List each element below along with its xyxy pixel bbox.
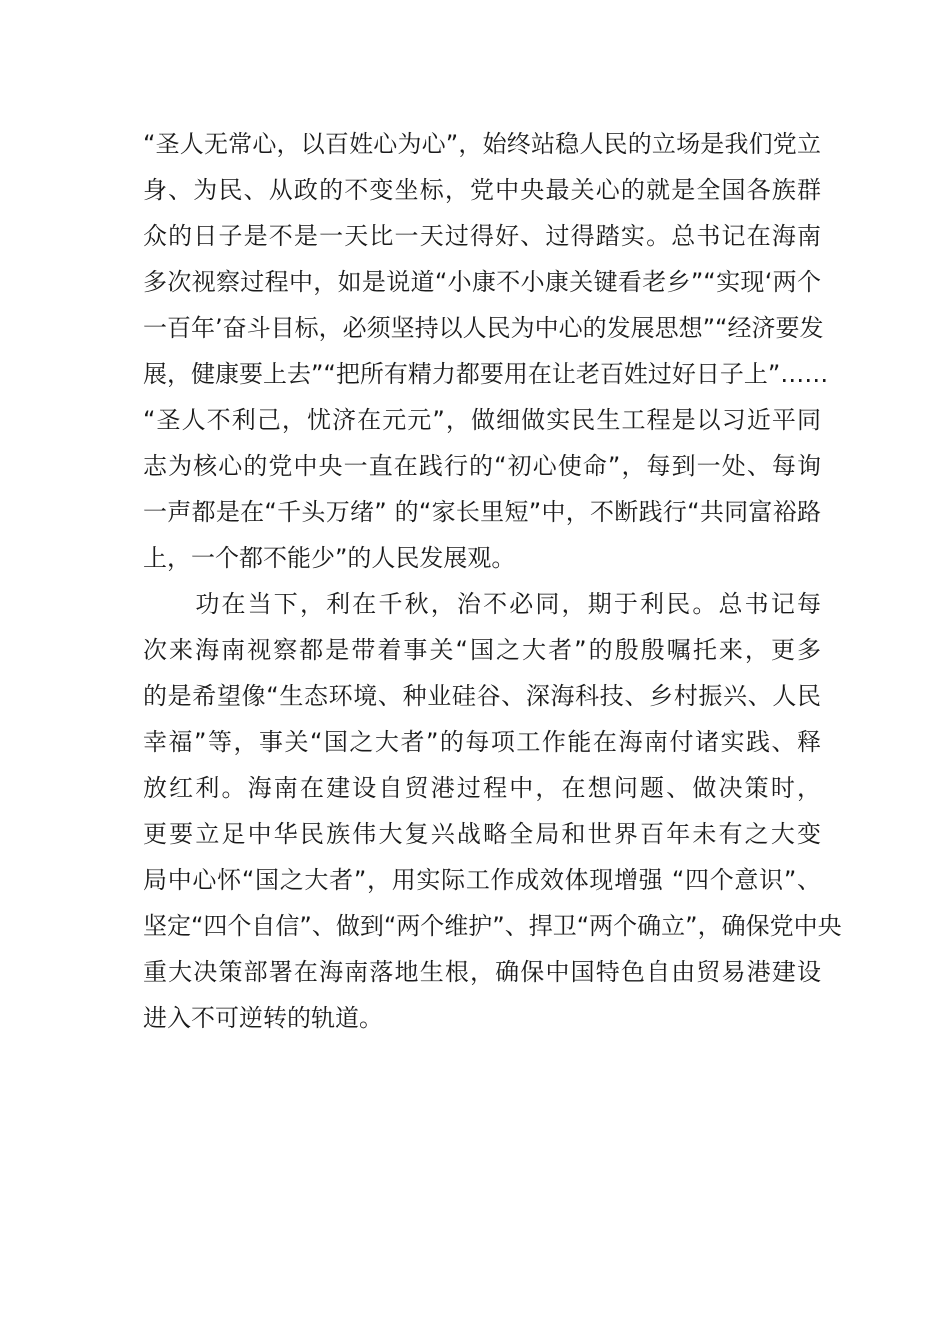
text-line: 上，一个都不能少”的人民发展观。	[143, 544, 516, 572]
text-line: 局中心怀“国之大者”，用实际工作成效体现增强 “四个意识”、	[143, 866, 821, 894]
text-line: 展，健康要上去”“把所有精力都要用在让老百姓过好日子上”……	[143, 360, 829, 388]
text-line: 幸福”等，事关“国之大者”的每项工作能在海南付诸实践、释	[143, 728, 821, 756]
text-line: 一声都是在“千头万绪” 的“家长里短”中，不断践行“共同富裕路	[143, 498, 821, 526]
text-line: 身、为民、从政的不变坐标，党中央最关心的就是全国各族群	[143, 176, 821, 204]
text-line: 功在当下，利在千秋，治不必同，期于利民。总书记每	[143, 590, 821, 618]
text-line: 一百年’奋斗目标，必须坚持以人民为中心的发展思想”“经济要发	[143, 314, 824, 342]
text-line: 的是希望像“生态环境、种业硅谷、深海科技、乡村振兴、人民	[143, 682, 821, 710]
text-line: 多次视察过程中，如是说道“小康不小康关键看老乡”“实现‘两个	[143, 268, 821, 296]
document-body	[143, 121, 842, 1041]
text-line: 进入不可逆转的轨道。	[143, 1004, 383, 1032]
text-line: 次来海南视察都是带着事关“国之大者”的殷殷嘱托来，更多	[143, 636, 821, 664]
paragraph-1	[143, 121, 829, 581]
text-line: 重大决策部署在海南落地生根，确保中国特色自由贸易港建设	[143, 958, 821, 986]
text-line: “圣人无常心，以百姓心为心”，始终站稳人民的立场是我们党立	[143, 130, 821, 158]
text-line: 众的日子是不是一天比一天过得好、过得踏实。总书记在海南	[143, 222, 821, 250]
text-line: 坚定“四个自信”、做到“两个维护”、捍卫“两个确立”，确保党中央	[143, 912, 842, 940]
text-line: “圣人不利己，忧济在元元”，做细做实民生工程是以习近平同	[143, 406, 821, 434]
text-line: 志为核心的党中央一直在践行的“初心使命”，每到一处、每询	[143, 452, 821, 480]
text-line: 放红利。海南在建设自贸港过程中，在想问题、做决策时，	[143, 774, 821, 802]
text-line: 更要立足中华民族伟大复兴战略全局和世界百年未有之大变	[143, 820, 821, 848]
paragraph-2	[143, 581, 842, 1041]
